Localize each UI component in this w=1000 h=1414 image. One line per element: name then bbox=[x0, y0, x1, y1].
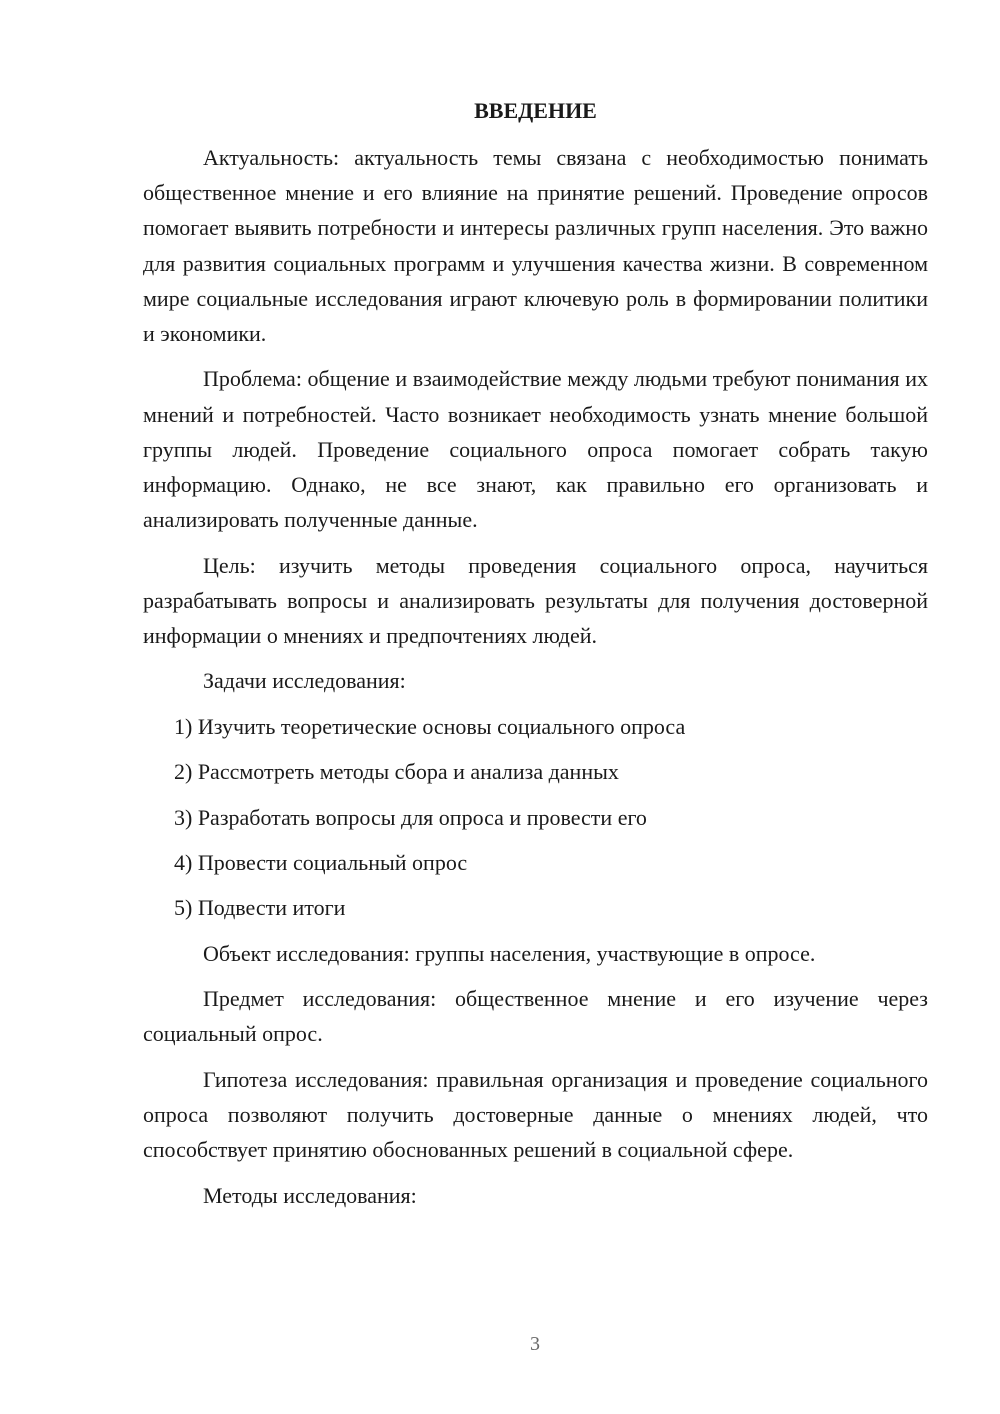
list-item: 2) Рассмотреть методы сбора и анализа данных bbox=[174, 759, 619, 785]
list-item: 5) Подвести итоги bbox=[174, 895, 346, 921]
tasks-heading: Задачи исследования: bbox=[203, 668, 406, 694]
methods-heading: Методы исследования: bbox=[203, 1182, 417, 1208]
goal-paragraph: Цель: изучить методы проведения социального опроса, научиться разрабатывать вопросы и анализировать результаты для получения достоверной информации о мнениях и предпочтениях людей. bbox=[143, 552, 928, 649]
problem-paragraph: Проблема: общение и взаимодействие между людьми требуют понимания их мнений и потребностей. Часто возникает необходимость узнать мнение большой группы людей. Проведение социального опроса помогает собрать такую информацию. Однако, не все знают, как правильно его организовать и анализировать полученные данные. bbox=[143, 366, 928, 533]
object-paragraph: Объект исследования: группы населения, участвующие в опросе. bbox=[203, 940, 816, 966]
relevance-paragraph: Актуальность: актуальность темы связана с необходимостью понимать общественное мнение и его влияние на принятие решений. Проведение опросов помогает выявить потребности и интересы различных групп населения. Это важно для развития социальных программ и улучшения качества жизни. В современном мире социальные исследования играют ключевую роль в формировании политики и экономики. bbox=[143, 145, 928, 347]
page-title: ВВЕДЕНИЕ bbox=[474, 98, 597, 123]
document-page bbox=[143, 93, 928, 1223]
page-number: 3 bbox=[530, 1333, 540, 1355]
hypothesis-paragraph: Гипотеза исследования: правильная организация и проведение социального опроса позволяют получить достоверные данные о мнениях людей, что способствует принятию обоснованных решений в социальной сфере. bbox=[143, 1066, 928, 1163]
subject-paragraph: Предмет исследования: общественное мнение и его изучение через социальный опрос. bbox=[143, 986, 928, 1047]
list-item: 4) Провести социальный опрос bbox=[174, 849, 468, 875]
tasks-list bbox=[143, 709, 928, 926]
list-item: 3) Разработать вопросы для опроса и провести его bbox=[174, 804, 647, 830]
list-item: 1) Изучить теоретические основы социального опроса bbox=[174, 713, 686, 739]
